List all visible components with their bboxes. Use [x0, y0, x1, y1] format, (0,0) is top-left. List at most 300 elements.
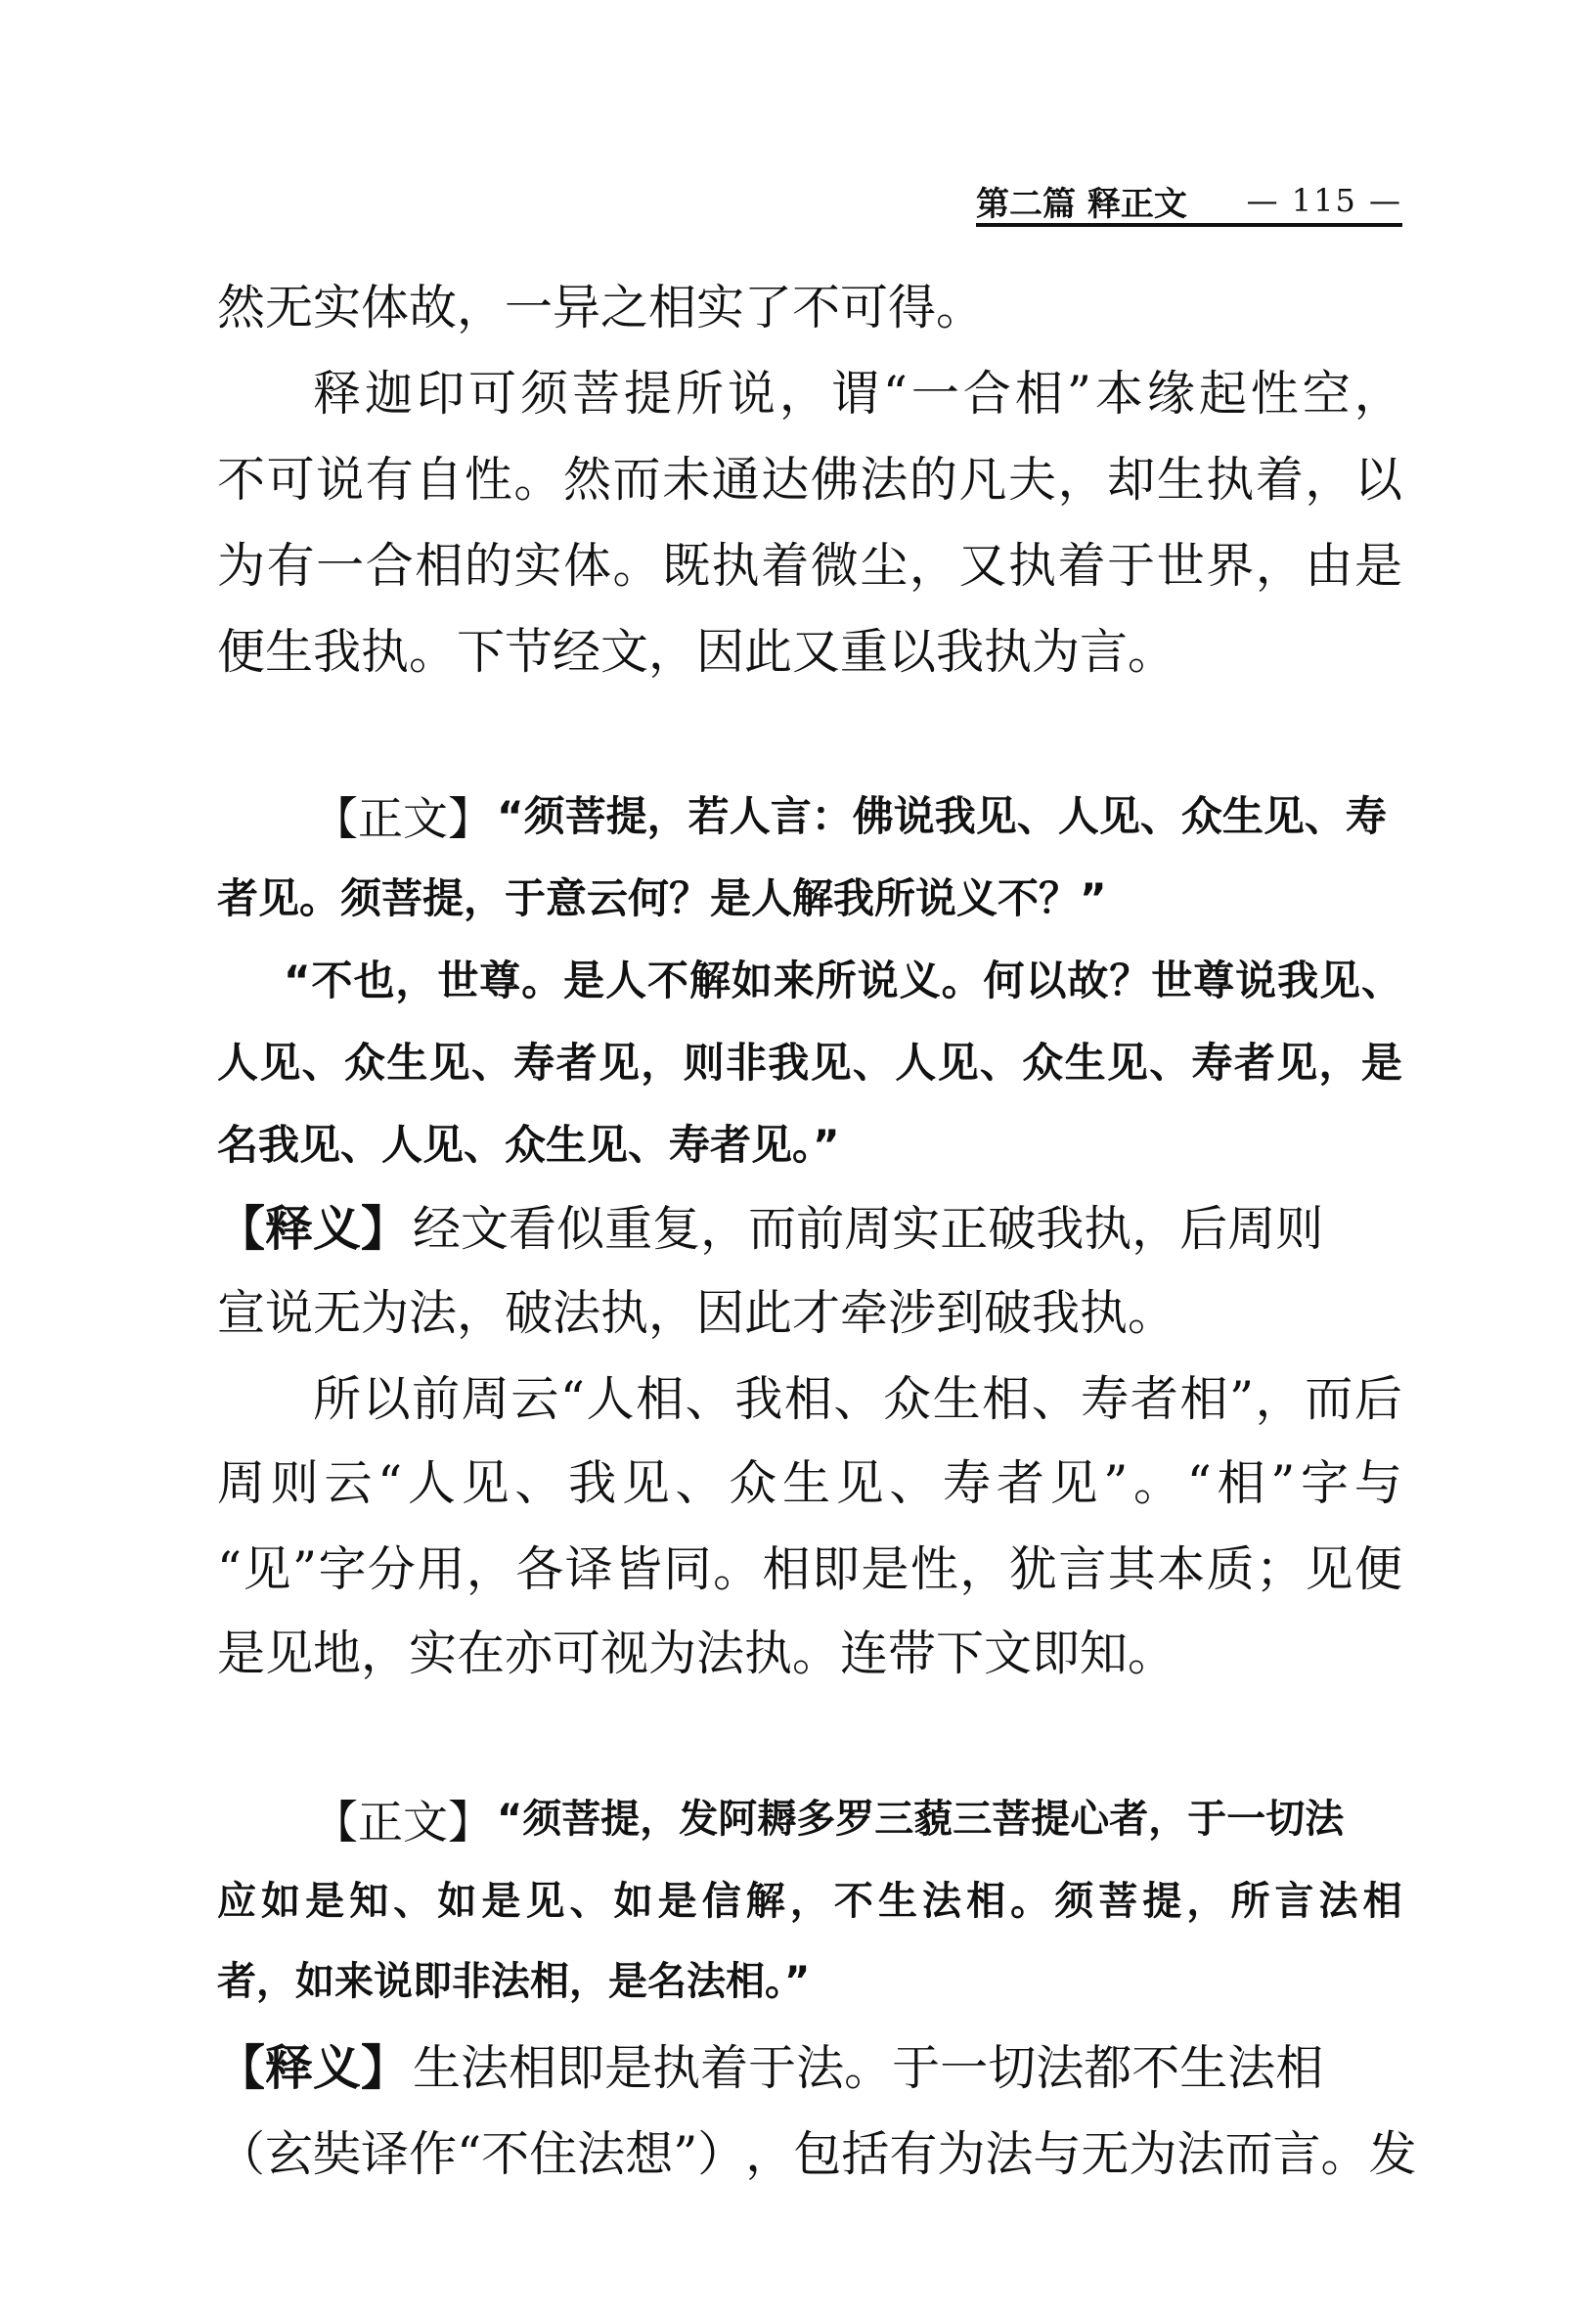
text-char: 无: [1081, 2126, 1130, 2182]
text-char: 然: [562, 452, 611, 508]
text-char: 是: [1353, 538, 1402, 594]
text-char: 后: [1179, 1201, 1228, 1257]
text-char: ”: [1270, 1455, 1296, 1511]
text-char: 。: [844, 2040, 893, 2096]
text-char: 着: [761, 538, 810, 594]
text-char: 我: [734, 1371, 783, 1427]
text-char: 实: [892, 1201, 941, 1257]
text-char: 、: [979, 1039, 1021, 1087]
text-char: 众: [729, 1455, 777, 1511]
text-char: 。: [713, 1541, 762, 1597]
text-char: 都: [1084, 2040, 1132, 2096]
text-char: 说: [1235, 957, 1277, 1004]
text-char: 众: [343, 1039, 385, 1087]
text-char: 实: [513, 538, 562, 594]
text-char: 通: [711, 452, 760, 508]
text-char: 寿: [513, 1039, 555, 1087]
text-char: “: [497, 792, 524, 840]
text-char: 我: [568, 1455, 617, 1511]
text-char: 。: [513, 452, 562, 508]
text-char: 一: [910, 366, 959, 422]
page-number: — 115 —: [1246, 182, 1402, 219]
text-char: 是: [481, 1879, 521, 1924]
text-char: 则: [1275, 1201, 1324, 1257]
text-char: 、: [569, 1879, 609, 1924]
text-char: 说: [857, 957, 899, 1004]
text-char: 以: [362, 1371, 411, 1427]
text-char: 提: [600, 1797, 641, 1842]
text-char: 解: [688, 957, 731, 1004]
text-char: 我: [768, 1039, 810, 1087]
text-char: ，: [1318, 1039, 1360, 1087]
text-char: 相: [1014, 366, 1063, 422]
text-char: 见: [1106, 1039, 1148, 1087]
text-char: 相: [966, 1879, 1006, 1924]
text-char: 见: [461, 1455, 510, 1511]
text-char: 便: [1353, 1541, 1402, 1597]
text-char: 周: [1227, 1201, 1276, 1257]
text-char: 、: [1031, 1371, 1080, 1427]
text-char: 的: [909, 452, 957, 508]
text-char: 执: [1206, 452, 1255, 508]
text-char: 切: [988, 2040, 1037, 2096]
text-char: 、: [852, 1039, 894, 1087]
text-char: 人: [586, 1371, 635, 1427]
text-char: ，: [1255, 1371, 1304, 1427]
text-char: 其: [1107, 1541, 1156, 1597]
text-char: 有: [365, 452, 414, 508]
text-char: 法: [922, 1879, 961, 1924]
text-char: 我: [1277, 957, 1319, 1004]
sutra-text: [497, 792, 1402, 841]
text-char: 言: [1272, 2126, 1321, 2182]
text-char: 体: [562, 538, 611, 594]
text-char: 复: [652, 1201, 701, 1257]
text-char: 则: [683, 1039, 725, 1087]
text-char: 不: [647, 957, 689, 1004]
text-char: 、: [514, 1455, 563, 1511]
text-char: 后: [1353, 1371, 1402, 1427]
text-char: 见: [1319, 957, 1361, 1004]
sutra-text: 者见。须菩提，于意云何？是人解我所说义不？”: [217, 874, 1107, 922]
text-char: 见: [1305, 1541, 1353, 1597]
text-char: ，: [1305, 452, 1353, 508]
text-char: 、: [301, 1039, 343, 1087]
text-char: 。: [1133, 1455, 1182, 1511]
text-char: 生: [877, 1879, 917, 1924]
text-char: 与: [1353, 1455, 1402, 1511]
scripture-line: [217, 1879, 1402, 1924]
text-char: ”: [1229, 1371, 1255, 1427]
text-char: 寿: [1191, 1039, 1233, 1087]
text-char: 、: [889, 1455, 938, 1511]
text-char: “: [1186, 1455, 1212, 1511]
text-char: 见: [835, 1455, 884, 1511]
text-char: ，: [1353, 366, 1402, 422]
text-char: 字: [1301, 1455, 1350, 1511]
text-char: 相: [982, 1371, 1031, 1427]
text-char: 犹: [1008, 1541, 1057, 1597]
text-char: ，: [1186, 1879, 1226, 1924]
text-char: 可: [467, 366, 516, 422]
text-char: “: [497, 1797, 523, 1842]
text-char: 、: [1304, 792, 1346, 840]
text-char: 所: [815, 957, 857, 1004]
zhengwen-tag: 【正文】: [313, 792, 493, 845]
text-char: 而: [1305, 1371, 1353, 1427]
text-char: 相: [762, 1541, 811, 1597]
sutra-text: [497, 1797, 1402, 1845]
line-text: 宣说无为法，破法执，因此才牵涉到破我执。: [217, 1285, 1176, 1341]
text-char: 切: [1265, 1797, 1306, 1842]
text-char: 括: [841, 2126, 890, 2182]
text-char: ）: [697, 2126, 746, 2182]
text-char: 相: [1179, 1371, 1228, 1427]
text-char: 世: [437, 957, 479, 1004]
text-char: 心: [1070, 1797, 1110, 1842]
text-char: 如: [731, 957, 773, 1004]
text-char: 相: [415, 538, 464, 594]
text-char: 迦: [364, 366, 413, 422]
text-char: 尘: [860, 538, 909, 594]
text-char: 见: [937, 1039, 979, 1087]
text-char: 不: [833, 1879, 873, 1924]
text-char: ？: [1109, 957, 1151, 1004]
text-char: 说: [893, 792, 935, 840]
text-char: 须: [522, 1797, 562, 1842]
text-char: 菩: [992, 1797, 1032, 1842]
text-char: “: [217, 1541, 243, 1597]
text-char: 见: [243, 1541, 291, 1597]
scripture-line: [217, 1121, 1402, 1169]
text-char: 用: [417, 1541, 466, 1597]
text-char: 生: [781, 1455, 830, 1511]
text-char: ，: [640, 1797, 680, 1842]
text-char: 性: [1250, 366, 1299, 422]
text-char: 众: [1022, 1039, 1064, 1087]
text-char: 法: [1227, 2040, 1276, 2096]
text-char: 相: [509, 2040, 557, 2096]
text-char: 正: [940, 1201, 989, 1257]
text-char: 言: [770, 792, 812, 840]
text-char: 于: [748, 2040, 797, 2096]
text-char: 看: [509, 1201, 557, 1257]
text-char: 法: [1318, 1879, 1358, 1924]
text-char: 法: [985, 2126, 1034, 2182]
scripture-line: [217, 1039, 1402, 1087]
text-char: 由: [1305, 538, 1353, 594]
text-char: 藐: [913, 1797, 953, 1842]
text-char: 、: [470, 1039, 512, 1087]
text-char: 菩: [571, 366, 620, 422]
text-char: 即: [811, 1541, 860, 1597]
text-char: 见: [621, 1455, 670, 1511]
text-char: 说: [316, 452, 365, 508]
text-char: 众: [882, 1371, 931, 1427]
text-char: 着: [1255, 452, 1304, 508]
text-char: 则: [270, 1455, 319, 1511]
text-char: ，: [395, 957, 437, 1004]
text-char: 周: [217, 1455, 266, 1511]
text-char: 相: [1275, 2040, 1324, 2096]
text-char: 信: [701, 1879, 741, 1924]
text-char: 是: [563, 957, 605, 1004]
text-char: 以: [1353, 452, 1402, 508]
text-char: 非: [725, 1039, 767, 1087]
text-line: [217, 1285, 1402, 1341]
text-char: 言: [1274, 1879, 1314, 1924]
text-char: 人: [729, 792, 771, 840]
text-char: 而: [612, 452, 661, 508]
text-char: “: [882, 366, 908, 422]
text-char: 阿: [718, 1797, 758, 1842]
text-char: 如: [437, 1879, 477, 1924]
text-char: 生: [1179, 2040, 1228, 2096]
text-char: 寿: [1345, 792, 1387, 840]
text-char: 须: [1054, 1879, 1094, 1924]
text-char: 是: [604, 2040, 653, 2096]
text-char: 义: [899, 957, 941, 1004]
text-char: 法: [1176, 2126, 1225, 2182]
text-char: 性: [909, 1541, 958, 1597]
text-char: 想: [625, 2126, 674, 2182]
text-char: 的: [464, 538, 512, 594]
text-char: 何: [983, 957, 1025, 1004]
text-char: 译: [564, 1541, 613, 1597]
text-char: 性: [464, 452, 512, 508]
text-char: 言: [1058, 1541, 1107, 1597]
text-char: 起: [1198, 366, 1247, 422]
shiyi-tag: 【释义】: [217, 2039, 410, 2096]
text-char: 相: [1217, 1455, 1265, 1511]
text-char: ，: [778, 366, 827, 422]
text-char: 着: [700, 2040, 749, 2096]
text-char: 须: [523, 792, 565, 840]
text-char: ”: [1103, 1455, 1129, 1511]
text-char: ，: [1148, 1797, 1188, 1842]
text-char: 世: [1156, 538, 1205, 594]
commentary-line: [217, 1200, 1402, 1257]
text-char: 。: [612, 538, 661, 594]
text-char: 合: [962, 366, 1011, 422]
text-char: 云: [324, 1455, 373, 1511]
text-char: 提: [1142, 1879, 1182, 1924]
text-line: [217, 624, 1402, 680]
text-char: 多: [796, 1797, 836, 1842]
text-char: 法: [860, 452, 909, 508]
text-char: 罗: [835, 1797, 875, 1842]
text-char: 奘: [313, 2126, 362, 2182]
text-char: 见: [1263, 792, 1305, 840]
text-char: 、: [833, 1371, 882, 1427]
text-char: 三: [874, 1797, 914, 1842]
shiyi-tag: 【释义】: [217, 1200, 410, 1257]
text-char: 生: [413, 2040, 462, 2096]
text-char: 执: [1084, 1201, 1132, 1257]
text-char: 是: [1360, 1039, 1402, 1087]
text-char: 世: [1151, 957, 1193, 1004]
text-char: 菩: [561, 1797, 601, 1842]
text-line: [217, 452, 1402, 508]
text-char: 众: [1180, 792, 1222, 840]
text-char: “: [457, 2126, 482, 2182]
sutra-text: 者，如来说即非法相，是名法相。”: [217, 1959, 811, 2004]
text-char: 者: [996, 1455, 1044, 1511]
text-char: 解: [745, 1879, 785, 1924]
text-char: 相: [636, 1371, 685, 1427]
text-char: 人: [1057, 792, 1099, 840]
text-char: 未: [662, 452, 711, 508]
text-char: ，: [909, 538, 957, 594]
text-char: 有: [889, 2126, 938, 2182]
text-char: 提: [1031, 1797, 1071, 1842]
text-char: 见: [1049, 1455, 1098, 1511]
text-char: 者: [1130, 1371, 1178, 1427]
text-line: [217, 1371, 1402, 1427]
header-section-title: 第二篇 释正文: [976, 184, 1187, 224]
text-char: 执: [1008, 538, 1057, 594]
text-char: 周: [844, 1201, 893, 1257]
text-char: 一: [316, 538, 365, 594]
scripture-line: [217, 1959, 1402, 2004]
text-char: 法: [796, 2040, 845, 2096]
text-char: 人: [605, 957, 647, 1004]
commentary-text: [413, 2040, 1402, 2096]
text-char: 即: [556, 2040, 605, 2096]
text-char: 玄: [265, 2126, 314, 2182]
text-char: 周: [461, 1371, 510, 1427]
text-char: 法: [461, 2040, 510, 2096]
text-char: 本: [1157, 1541, 1206, 1597]
text-char: 重: [604, 1201, 653, 1257]
text-char: 、: [675, 1455, 724, 1511]
text-char: ”: [1066, 366, 1091, 422]
text-char: 执: [652, 2040, 701, 2096]
text-char: 不: [311, 957, 353, 1004]
text-char: 破: [988, 1201, 1037, 1257]
scripture-line: [217, 1796, 1402, 1848]
text-char: 、: [393, 1879, 433, 1924]
text-char: 、: [1016, 792, 1058, 840]
text-char: 发: [1368, 2126, 1417, 2182]
text-char: 夫: [1008, 452, 1057, 508]
text-char: “: [559, 1371, 585, 1427]
text-char: （: [217, 2126, 266, 2182]
text-char: 、: [1139, 792, 1181, 840]
text-char: 生: [1064, 1039, 1106, 1087]
text-char: 达: [761, 452, 810, 508]
text-char: 不: [481, 2126, 530, 2182]
text-char: 者: [555, 1039, 598, 1087]
text-char: 来: [773, 957, 815, 1004]
text-char: 生: [386, 1039, 428, 1087]
text-char: 译: [361, 2126, 410, 2182]
text-char: 又: [958, 538, 1007, 594]
commentary-text: [413, 1201, 1402, 1257]
text-char: 我: [1036, 1201, 1085, 1257]
text-char: 是: [657, 1879, 697, 1924]
page-header: [976, 178, 1402, 227]
text-char: 见: [1276, 1039, 1318, 1087]
text-char: 为: [217, 538, 266, 594]
text-char: 相: [783, 1371, 832, 1427]
text-char: 而: [748, 1201, 797, 1257]
text-char: ，: [959, 1541, 1008, 1597]
text-char: 各: [515, 1541, 564, 1597]
text-char: 一: [940, 2040, 989, 2096]
text-char: 见: [598, 1039, 640, 1087]
text-char: 者: [1109, 1797, 1149, 1842]
text-char: 见: [975, 792, 1017, 840]
text-line: [217, 2126, 1417, 2182]
text-char: 同: [663, 1541, 712, 1597]
text-char: 、: [1360, 957, 1402, 1004]
text-char: 、: [1149, 1039, 1191, 1087]
text-char: 却: [1107, 452, 1156, 508]
text-char: 谓: [830, 366, 879, 422]
scripture-line: [284, 957, 1402, 1004]
text-char: 知: [349, 1879, 389, 1924]
line-text: 便生我执。下节经文，因此又重以我执为言。: [217, 624, 1176, 680]
text-char: 是: [861, 1541, 909, 1597]
text-char: 佛: [810, 452, 859, 508]
text-char: 凡: [958, 452, 1007, 508]
text-char: ，: [745, 2126, 794, 2182]
text-char: “: [284, 957, 311, 1004]
text-char: 见: [810, 1039, 852, 1087]
text-char: 本: [1094, 366, 1143, 422]
text-char: 似: [556, 1201, 605, 1257]
text-char: 空: [1302, 366, 1351, 422]
text-char: 须: [519, 366, 568, 422]
zhengwen-tag: 【正文】: [313, 1796, 493, 1848]
text-char: ，: [789, 1879, 829, 1924]
text-char: 作: [409, 2126, 458, 2182]
text-char: 若: [687, 792, 730, 840]
text-char: 自: [415, 452, 464, 508]
text-char: 应: [217, 1879, 256, 1924]
text-char: 释: [313, 366, 362, 422]
text-char: 包: [793, 2126, 842, 2182]
text-char: ，: [466, 1541, 514, 1597]
text-char: 着: [1057, 538, 1106, 594]
text-char: 、: [685, 1371, 733, 1427]
text-char: 为: [1129, 2126, 1177, 2182]
text-char: 皆: [614, 1541, 663, 1597]
text-char: 人: [895, 1039, 937, 1087]
text-char: 生: [932, 1371, 981, 1427]
text-char: ；: [1256, 1541, 1305, 1597]
text-char: 提: [605, 792, 647, 840]
text-char: 云: [510, 1371, 559, 1427]
text-char: 以: [1025, 957, 1067, 1004]
text-char: 发: [679, 1797, 719, 1842]
text-char: 印: [416, 366, 465, 422]
text-char: 为: [937, 2126, 986, 2182]
text-char: 菩: [564, 792, 606, 840]
text-char: 生: [1156, 452, 1205, 508]
text-char: 法: [577, 2126, 626, 2182]
text-char: 说: [727, 366, 776, 422]
text-char: 生: [1221, 792, 1264, 840]
text-char: 经: [413, 1201, 462, 1257]
text-char: 人: [217, 1039, 259, 1087]
text-char: 而: [1224, 2126, 1273, 2182]
text-char: 菩: [1098, 1879, 1138, 1924]
text-line: [217, 1541, 1402, 1597]
text-char: 。: [941, 957, 983, 1004]
text-char: ，: [700, 1201, 749, 1257]
